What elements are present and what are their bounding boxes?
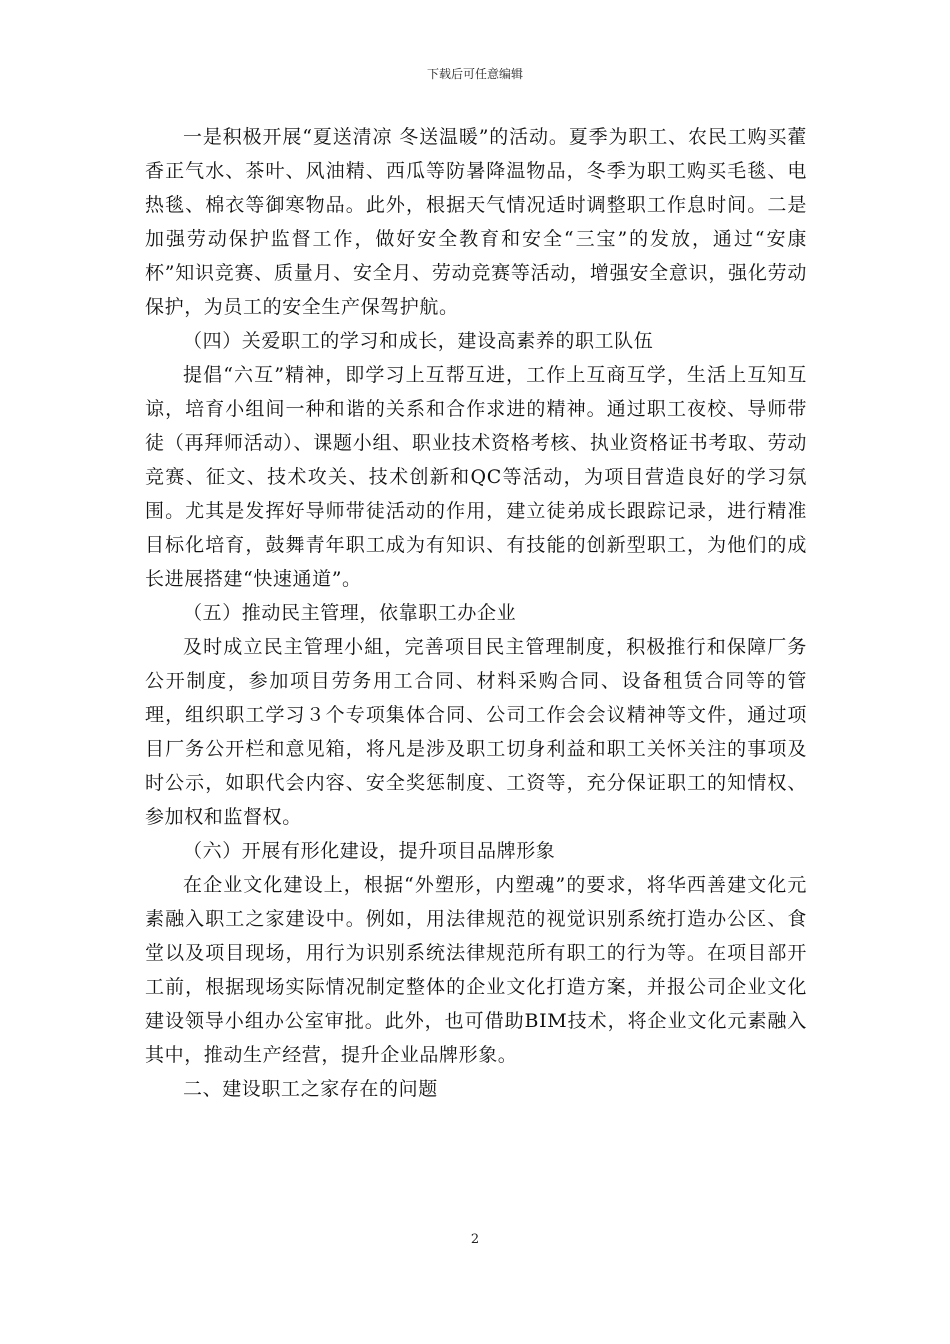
page-header: 下载后可任意编辑 <box>426 67 523 81</box>
paragraph-six-mutual-spirit: 提倡“六互”精神，即学习上互帮互进，工作上互商互学，生活上互知互谅，培育小组间一种和谐的关系和合作求进的精神。通过职工夜校、导师带徒（再拜师活动）、课题小组、职业技术资格考核、执业资格证书考取、劳动竞赛、征文、技术攻关、技术创新和QC等活动，为项目营造良好的学习氛围。尤其是发挥好导师带徒活动的作用，建立徒弟成长跟踪记录，进行精准目标化培育，鼓舞青年职工成为有知识、有技能的创新型职工，为他们的成长进展搭建“快速通道”。 <box>145 364 807 590</box>
paragraph-summer-winter-care: 一是积极开展“夏送清凉 冬送温暖”的活动。夏季为职工、农民工购买藿香正气水、茶叶、风油精、西瓜等防暑降温物品，冬季为职工购买毛毯、电热毯、棉衣等御寒物品。此外，根据天气情况适时调整职工作息时间。二是加强劳动保护监督工作，做好安全教育和安全“三宝”的发放，通过“安康杯”知识竞赛、质量月、安全月、劳动竞赛等活动，增强安全意识，强化劳动保护，为员工的安全生产保驾护航。 <box>145 126 807 318</box>
document-body <box>145 120 807 1106</box>
section-heading-five: （五）推动民主管理，依靠职工办企业 <box>183 602 517 624</box>
paragraph-democratic-management: 及时成立民主管理小組，完善项目民主管理制度，积极推行和保障厂务公开制度，参加项目劳务用工合同、材料采购合同、设备租赁合同等的管理，组织职工学习３个专项集体合同、公司工作会会议精神等文件，通过项目厂务公开栏和意见箱，将凡是涉及职工切身利益和职工关怀关注的事项及时公示，如职代会内容、安全奖惩制度、工资等，充分保证职工的知情权、参加权和监督权。 <box>145 636 807 828</box>
section-heading-six: （六）开展有形化建设，提升项目品牌形象 <box>183 840 556 862</box>
paragraph-corporate-culture: 在企业文化建设上，根据“外塑形，内塑魂”的要求，将华西善建文化元素融入职工之家建设中。例如，用法律规范的视觉识别系统打造办公区、食堂以及项目现场，用行为识别系统法律规范所有职工的行为等。在项目部开工前，根据现场实际情况制定整体的企业文化打造方案，并报公司企业文化建设领导小组办公室审批。此外，也可借助BIM技术，将企业文化元素融入其中，推动生产经营，提升企业品牌形象。 <box>145 874 807 1066</box>
section-heading-problems: 二、建设职工之家存在的问题 <box>183 1078 438 1100</box>
section-heading-four: （四）关爱职工的学习和成长，建设高素养的职工队伍 <box>183 330 654 352</box>
page-number: 2 <box>470 1232 480 1247</box>
